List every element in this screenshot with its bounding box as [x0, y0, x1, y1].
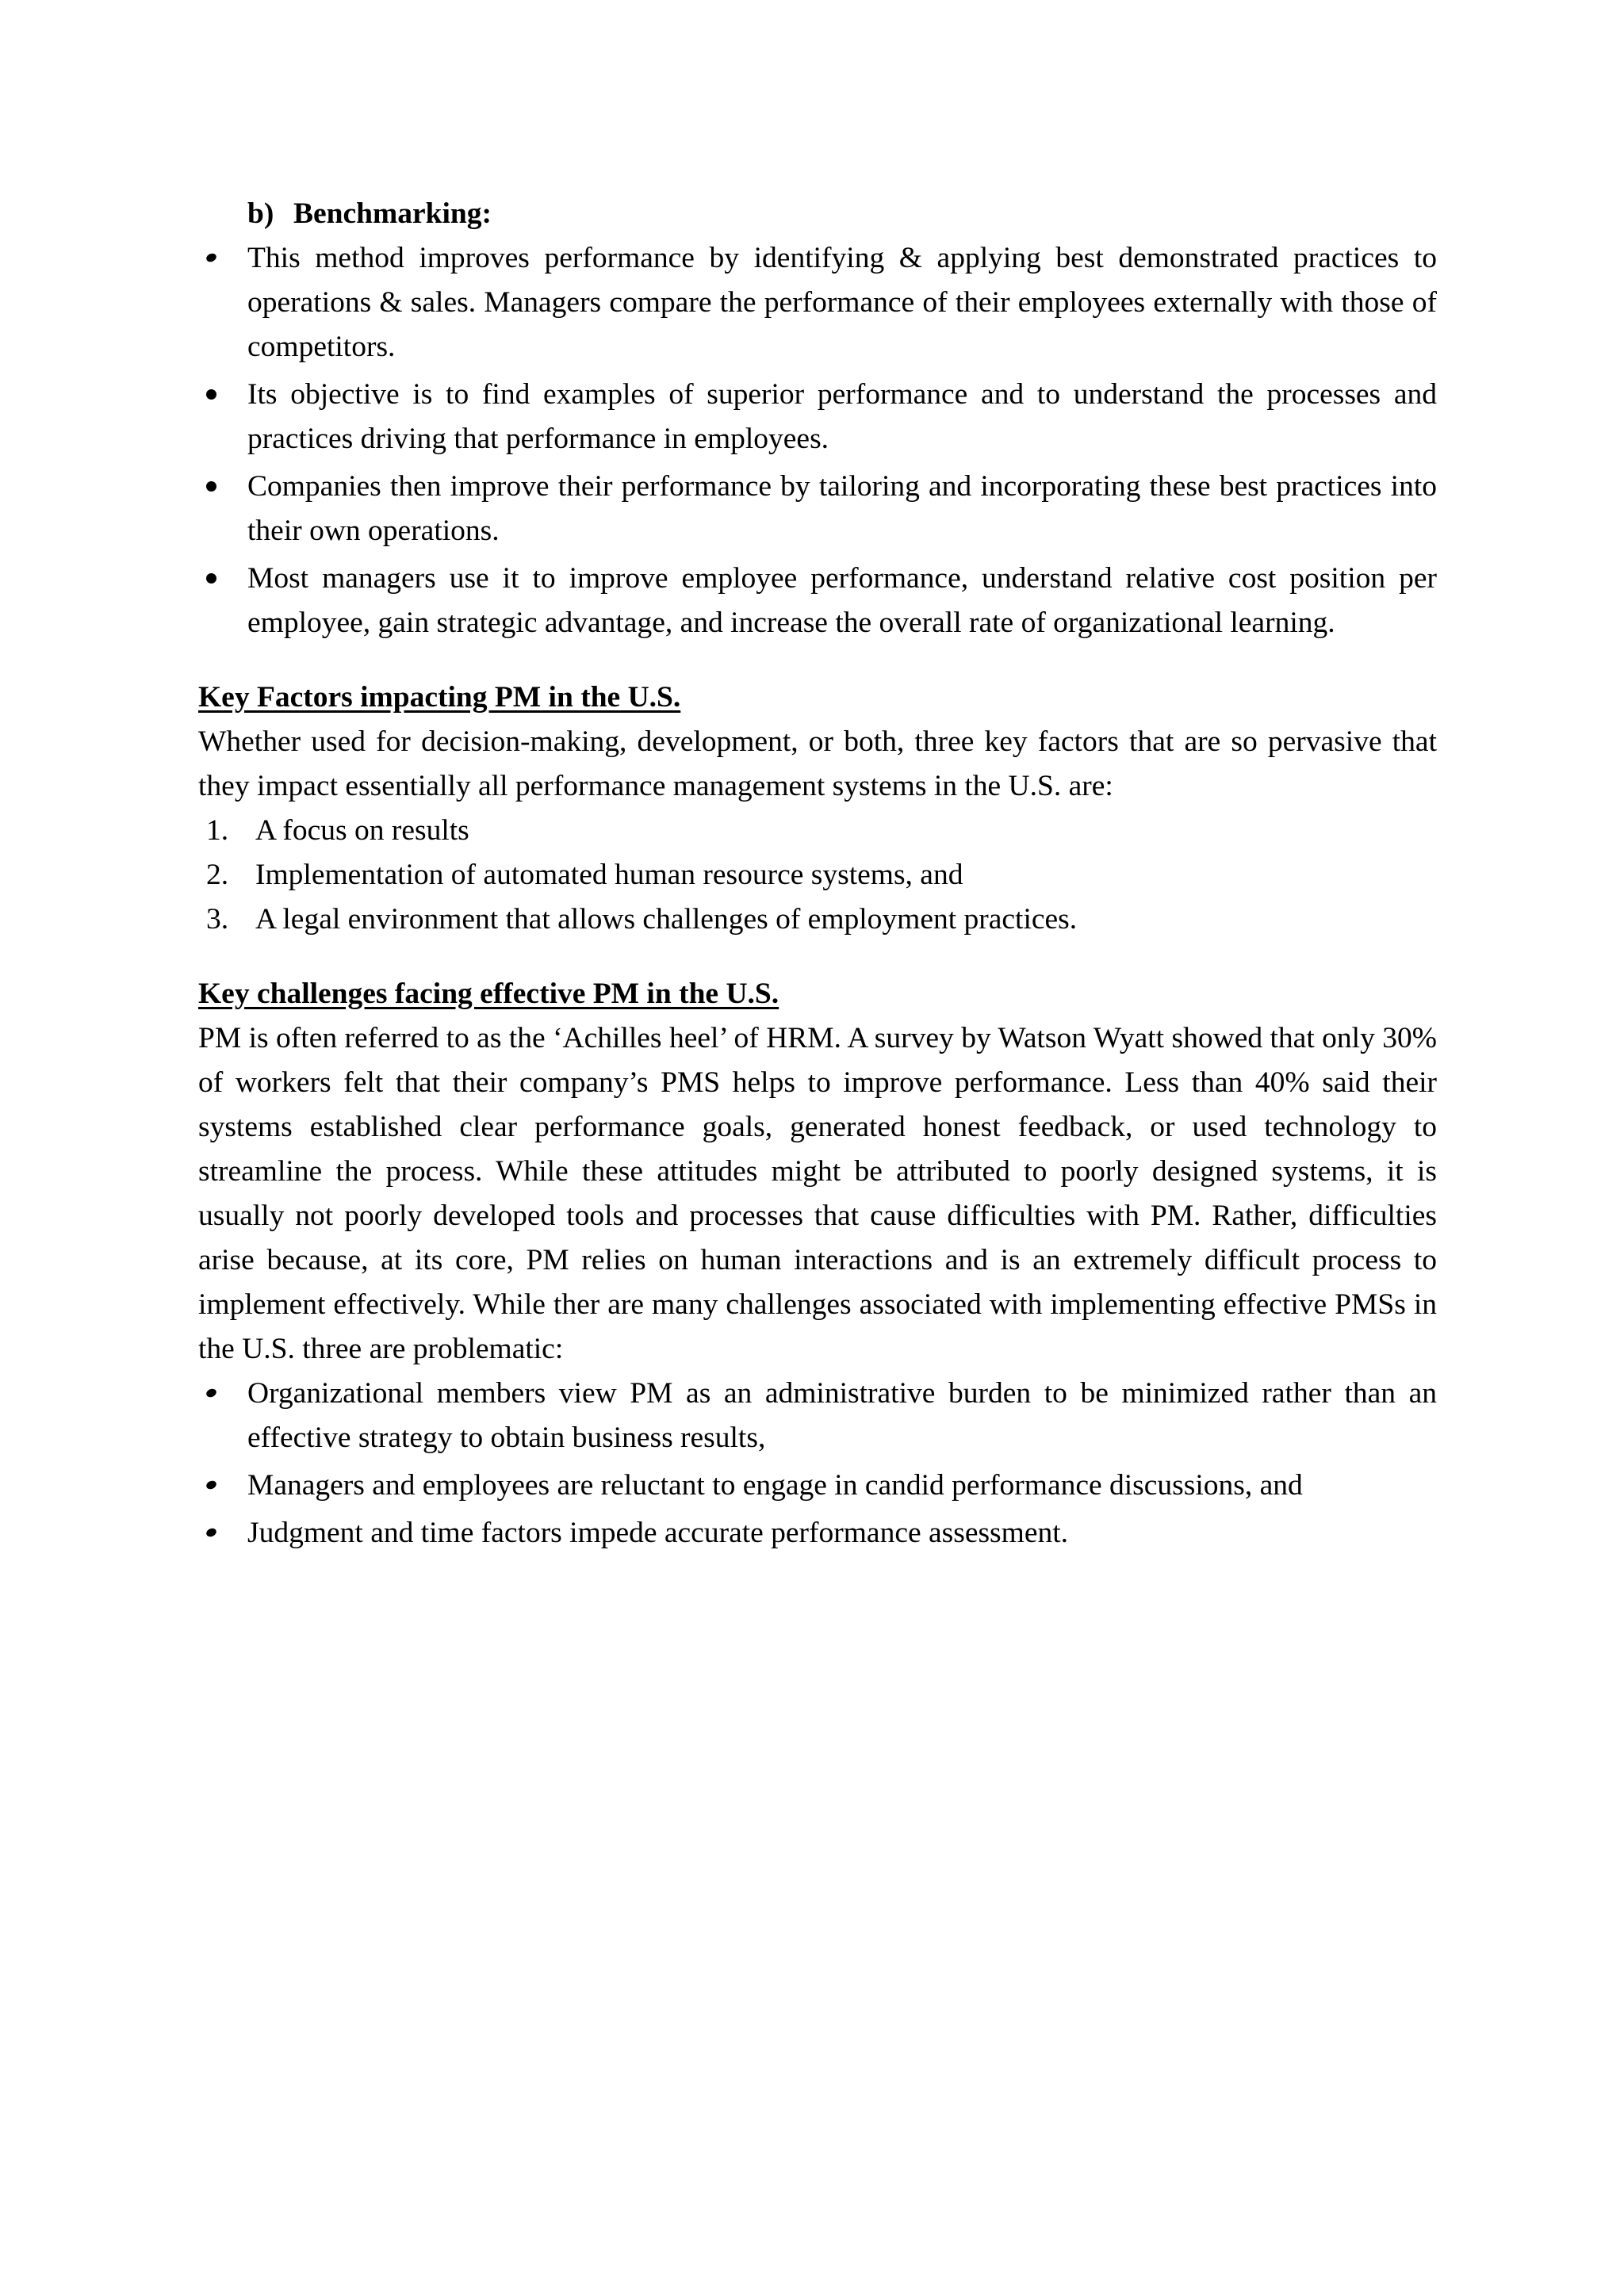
list-item: [198, 809, 1437, 853]
bullet-icon: [198, 236, 222, 281]
list-item: [198, 1511, 1437, 1556]
list-item-text: This method improves performance by identifying & applying best demonstrated practices to operations & sales. Managers compare the performance of their employees externally with those of competitors.: [247, 242, 1437, 363]
bullet-icon: [198, 1464, 222, 1508]
bullet-icon: [198, 1372, 222, 1416]
key-factors-intro: Whether used for decision-making, development, or both, three key factors that are so pervasive that they impact essentially all performance management systems in the U.S. are:: [198, 725, 1437, 802]
bullet-icon: [198, 373, 222, 417]
list-item-text: Organizational members view PM as an administrative burden to be minimized rather than an effective strategy to obtain business results,: [247, 1377, 1437, 1454]
list-item-text: A legal environment that allows challenges of employment practices.: [255, 903, 1078, 936]
benchmarking-heading-number: b): [247, 197, 274, 230]
list-item: [198, 897, 1437, 942]
list-item: [198, 236, 1437, 369]
list-item: [198, 373, 1437, 461]
list-item-text: Most managers use it to improve employee performance, understand relative cost position per employee, gain strategic advantage, and increase the overall rate of organizational learning.: [247, 562, 1437, 639]
benchmarking-bullet-list: [198, 236, 1437, 645]
list-item: [198, 853, 1437, 897]
bullet-icon: [198, 557, 222, 601]
key-challenges-bullet-list: [198, 1372, 1437, 1556]
list-item-text: Its objective is to find examples of superior performance and to understand the processes and practices driving that performance in employees.: [247, 378, 1437, 455]
benchmarking-heading: [247, 192, 1437, 236]
list-item: [198, 1464, 1437, 1508]
list-item-text: Judgment and time factors impede accurate performance assessment.: [247, 1517, 1069, 1549]
list-item-number: 2.: [206, 859, 229, 891]
key-factors-numbered-list: [198, 809, 1437, 942]
bullet-icon: [198, 465, 222, 509]
list-item: [198, 557, 1437, 645]
bullet-icon: [198, 1511, 222, 1556]
list-item-text: Companies then improve their performance by tailoring and incorporating these best practices into their own operations.: [247, 470, 1437, 547]
list-item-text: Managers and employees are reluctant to engage in candid performance discussions, and: [247, 1469, 1303, 1502]
benchmarking-heading-title: Benchmarking:: [293, 197, 492, 230]
key-challenges-heading: Key challenges facing effective PM in the U.S.: [198, 978, 779, 1010]
list-item-number: 3.: [206, 903, 229, 936]
list-item: [198, 1372, 1437, 1460]
key-factors-heading: Key Factors impacting PM in the U.S.: [198, 681, 681, 714]
list-item: [198, 465, 1437, 553]
document-body: [198, 192, 1437, 1559]
key-challenges-paragraph: PM is often referred to as the ‘Achilles heel’ of HRM. A survey by Watson Wyatt showed that only 30% of workers felt that their company’s PMS helps to improve performance. Less than 40% said their systems established clear performance goals, generated honest feedback, or used technology to streamline the process. While these attitudes might be attributed to poorly designed systems, it is usually not poorly developed tools and processes that cause difficulties with PM. Rather, difficulties arise because, at its core, PM relies on human interactions and is an extremely difficult process to implement effectively. While ther are many challenges associated with implementing effective PMSs in the U.S. three are problematic:: [198, 1022, 1437, 1365]
list-item-number: 1.: [206, 814, 229, 847]
list-item-text: A focus on results: [255, 814, 469, 847]
list-item-text: Implementation of automated human resource systems, and: [255, 859, 963, 891]
